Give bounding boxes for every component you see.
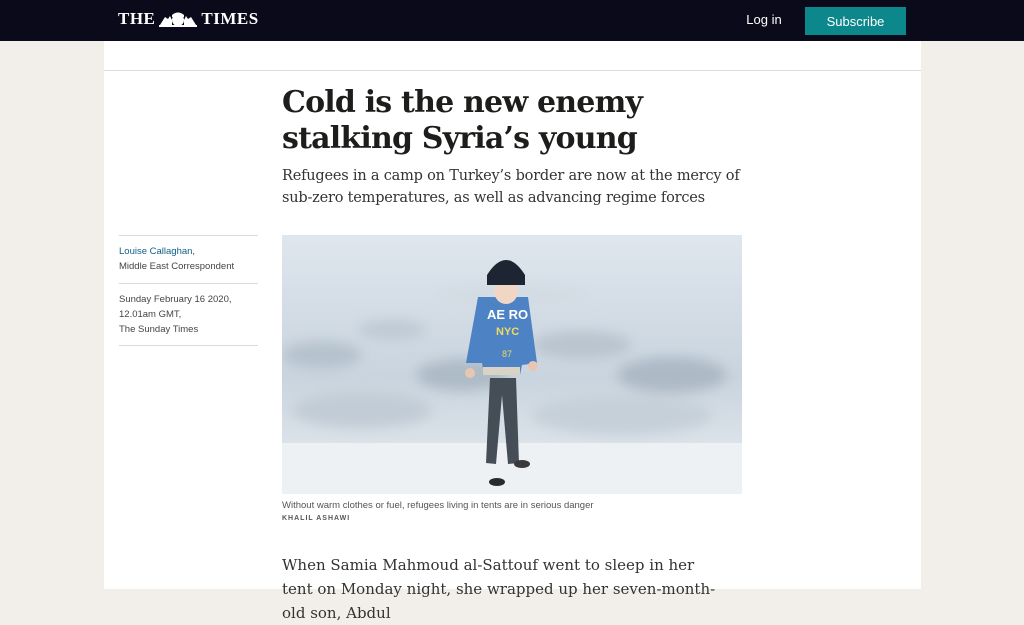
logo-word-the: THE <box>118 9 156 28</box>
publish-time: 12.01am GMT, <box>119 309 182 320</box>
meta-divider <box>119 345 258 346</box>
times-logo[interactable] <box>118 9 259 29</box>
top-divider <box>104 70 921 71</box>
author-block <box>119 236 258 283</box>
logo-word-times: TIMES <box>201 9 259 28</box>
royal-crest-icon <box>158 11 198 27</box>
image-caption: Without warm clothes or fuel, refugees living in tents are in serious danger <box>282 500 594 511</box>
hero-image <box>282 235 742 494</box>
hero-photo <box>282 235 742 494</box>
article-meta <box>119 235 258 346</box>
photo-credit: KHALIL ASHAWI <box>282 515 351 522</box>
article-body-paragraph: When Samia Mahmoud al-Sattouf went to sleep in her tent on Monday night, she wrapped up her seven-month-old son, Abdul <box>282 556 716 622</box>
sweater-text-number: 87 <box>502 349 513 359</box>
article-standfirst: Refugees in a camp on Turkey’s border are now at the mercy of sub-zero temperatures, as well as advancing regime forces <box>282 168 740 206</box>
publish-date: Sunday February 16 2020, <box>119 294 232 305</box>
sweater-text-nyc: NYC <box>496 326 520 338</box>
publication-name: The Sunday Times <box>119 324 199 335</box>
author-role: Middle East Correspondent <box>119 261 235 272</box>
top-nav-bar <box>0 0 1024 41</box>
sweater-text-aero: AE RO <box>487 307 529 322</box>
article-page <box>104 41 921 622</box>
login-link[interactable]: Log in <box>746 12 782 27</box>
article-headline: Cold is the new enemy stalking Syria’s young <box>282 85 643 156</box>
publish-date-block <box>119 284 258 345</box>
author-link[interactable]: Louise Callaghan, <box>119 246 196 257</box>
subscribe-button[interactable]: Subscribe <box>805 7 906 35</box>
